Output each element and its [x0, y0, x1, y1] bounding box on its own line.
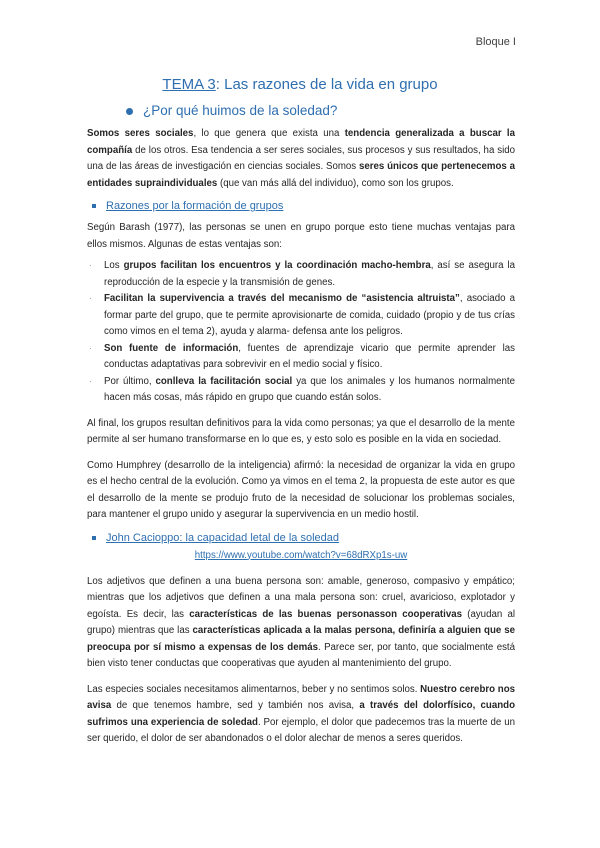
intro-bold-3: tendencia generalizada a buscar la compañía — [87, 128, 515, 156]
title-rest: : Las razones de la vida en grupo — [215, 76, 438, 93]
page-title — [0, 76, 600, 93]
bullet-1-text-a: Los — [104, 260, 124, 271]
document-body — [87, 126, 515, 748]
section-heading-text: ¿Por qué huimos de la soledad? — [143, 103, 338, 118]
final-paragraph: Al final, los grupos resultan definitivos para la vida como personas; ya que el desarrollo de la mente permite al ser humano transformarse en lo que es, y esto solo es posible en la vida en sociedad. — [87, 417, 515, 445]
adj-text-e: . Parece ser, por tanto, que socialmente está bien visto tener conductas que cooperativas que ayuden al mantenimiento del grupo. — [87, 641, 516, 669]
subheading-razones — [87, 197, 515, 215]
bullet-1-text-c: , así se asegura la reproducción de la especie y la transmisión de genes. — [104, 260, 515, 288]
list-item — [87, 374, 515, 407]
adj-text-a: Los adjetivos que definen a una buena persona son: amable, generoso, compasivo y empático; mientras que los adjetivos que definen a una mala persona son: cruel, avaricioso, explotador y egoísta. Es decir, las — [87, 575, 515, 620]
intro-text-6: (que van más allá del individuo), como son los grupos. — [217, 177, 454, 189]
square-bullet-icon — [92, 536, 96, 540]
list-marker-icon: · — [89, 294, 92, 303]
bullet-3-text-b: , fuentes de aprendizaje vicario que permite aprender las conductas adaptativas para sobrevivir en el medio social y físico. — [104, 342, 515, 370]
list-item — [87, 341, 515, 374]
species-text-e: . Por ejemplo, el dolor que padecemos tras la muerte de un ser querido, el dolor de ser abandonados o el dolor alechar de menos a seres queridos. — [87, 716, 515, 744]
bullet-1-bold: grupos facilitan los encuentros y la coordinación macho-hembra — [123, 260, 431, 271]
list-marker-icon: · — [89, 261, 92, 270]
video-link[interactable]: https://www.youtube.com/watch?v=68dRXp1s-uw — [194, 549, 408, 561]
intro-text-4: de los otros. Esa tendencia a ser seres sociales, sus procesos y sus resultados, ha sido una de las áreas de investigación en ciencias sociales. Somos — [87, 144, 515, 172]
humphrey-paragraph: Como Humphrey (desarrollo de la inteligencia) afirmó: la necesidad de organizar la vida en grupo es el hecho central de la evolución. Como ya vimos en el tema 2, la propuesta de este autor es que el desarrollo de la mente se produjo fruto de la necesidad de solucionar los problemas sociales, para mantener el grupo unido y asegurar la supervivencia en un medio hostil. — [87, 459, 515, 520]
list-marker-icon: · — [89, 343, 92, 353]
bullet-dot-icon — [126, 108, 133, 115]
species-text-c: de que tenemos hambre, sed y también nos avisa, — [111, 700, 360, 711]
section-heading — [126, 103, 337, 118]
species-paragraph — [87, 682, 515, 748]
list-item — [87, 258, 515, 291]
species-bold-d: a través del dolorfísico, cuando sufrimos una experiencia de soledad — [87, 700, 515, 728]
bullet-4-text-c: ya que los animales y los humanos normalmente hacen más cosas, más rápido en grupo que cuando están solos. — [104, 375, 515, 403]
title-link[interactable]: TEMA 3 — [162, 76, 216, 93]
barash-paragraph: Según Barash (1977), las personas se unen en grupo porque esto tiene muchas ventajas para ellos mismos. Algunas de estas ventajas son: — [87, 222, 515, 250]
species-bold-b: Nuestro cerebro nos avisa — [87, 683, 515, 711]
list-marker-icon: · — [89, 376, 92, 386]
intro-bold-5: seres únicos que pertenecemos a entidades supraindividuales — [87, 161, 515, 189]
list-item — [87, 291, 515, 341]
adj-bold-b: características de las buenas personasson cooperativas — [189, 608, 462, 620]
adj-bold-d: características aplicada a la malas persona, definiría a alguien que se preocupa por sí mismo a expensas de los demás — [87, 625, 516, 653]
bullet-4-text-a: Por último, — [104, 375, 156, 387]
adj-text-c: (ayudan al grupo) mientras que las — [87, 608, 516, 636]
bullet-2-bold: Facilitan la supervivencia a través del mecanismo de “asistencia altruista” — [104, 293, 460, 304]
adjectives-paragraph — [87, 574, 515, 673]
subheading-cacioppo — [87, 529, 515, 547]
bullet-4-bold: conlleva la facilitación social — [155, 375, 293, 387]
intro-paragraph — [87, 126, 515, 192]
square-bullet-icon — [92, 204, 96, 208]
bullet-2-text-b: , asociado a formar parte del grupo, que te permite aprovisionarte de comida, cuidado (propio y de tus crías como vimos en el tema 2), ayuda y alarma- defensa ante los peligros. — [104, 293, 515, 337]
intro-text-2: , lo que genera que exista una — [193, 128, 345, 139]
bullet-3-bold: Son fuente de información — [104, 342, 239, 354]
intro-bold-1: Somos seres sociales — [87, 128, 194, 139]
header-label: Bloque I — [475, 36, 516, 48]
subheading-razones-text[interactable]: Razones por la formación de grupos — [106, 200, 284, 212]
subheading-cacioppo-text[interactable]: John Cacioppo: la capacidad letal de la soledad — [106, 531, 339, 544]
species-text-a: Las especies sociales necesitamos alimentarnos, beber y no sentimos solos. — [87, 683, 421, 695]
